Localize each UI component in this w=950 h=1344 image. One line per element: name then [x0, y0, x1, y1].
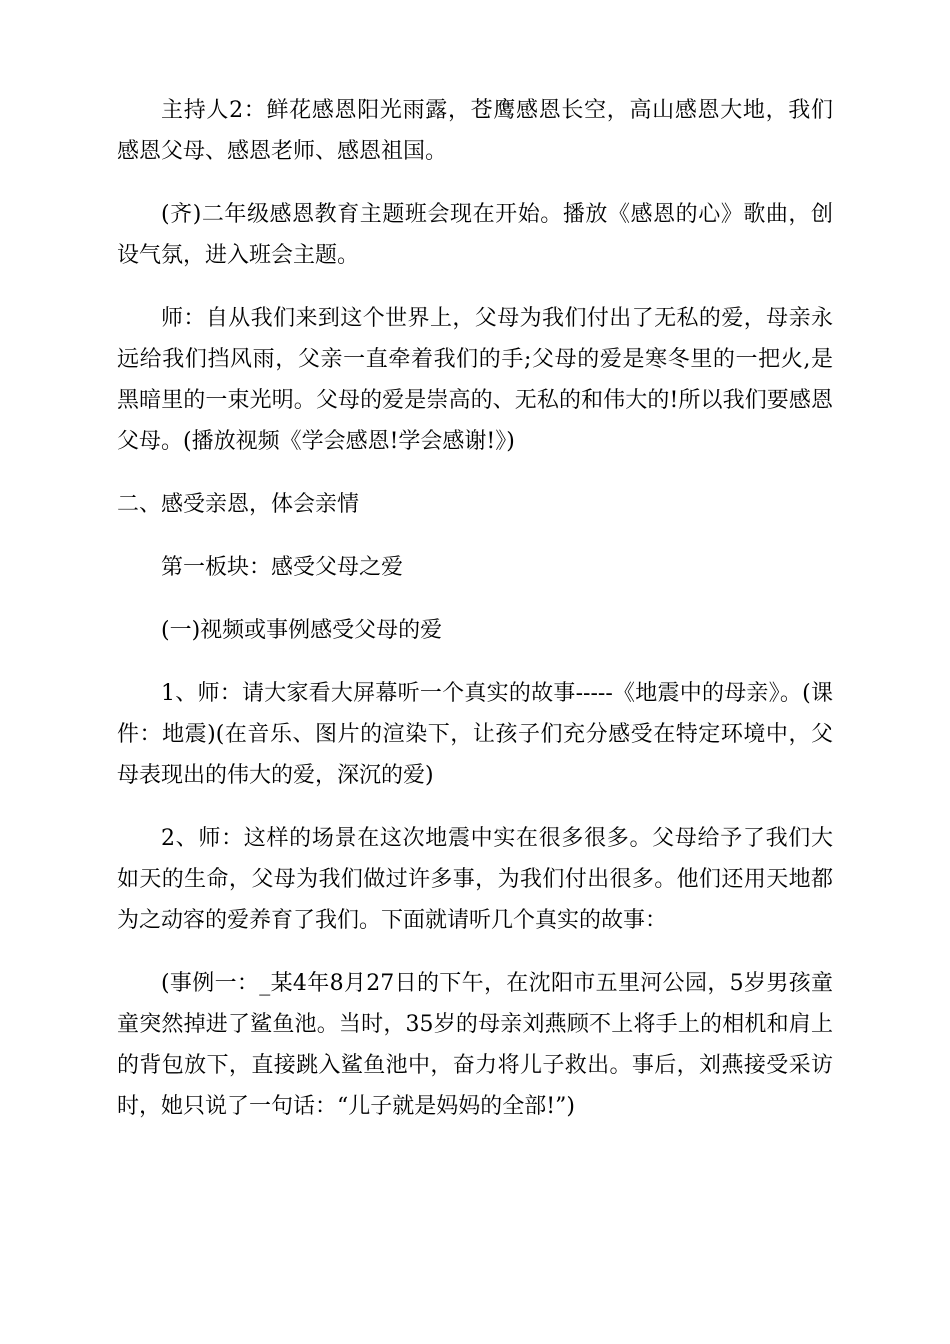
subsection-heading: (一)视频或事例感受父母的爱 — [161, 618, 443, 643]
paragraph-item-1: 1、师：请大家看大屏幕听一个真实的故事-----《地震中的母亲》。(课件：地震)(在音乐、图片的渲染下，让孩子们充分感受在特定环境中，父母表现出的伟大的爱，深沉的爱) — [117, 681, 833, 788]
paragraph-host-2: 主持人2：鲜花感恩阳光雨露，苍鹰感恩长空，高山感恩大地，我们感恩父母、感恩老师、感恩祖国。 — [117, 98, 833, 164]
paragraph-item-2: 2、师：这样的场景在这次地震中实在很多很多。父母给予了我们大如天的生命，父母为我们做过许多事，为我们付出很多。他们还用天地都为之动容的爱养育了我们。下面就请听几个真实的故事： — [117, 826, 833, 933]
section-heading: 二、感受亲恩，体会亲情 — [117, 492, 360, 517]
document-body — [117, 90, 833, 1149]
paragraph-teacher-intro: 师：自从我们来到这个世界上，父母为我们付出了无私的爱，母亲永远给我们挡风雨，父亲一直牵着我们的手;父母的爱是寒冬里的一把火,是黑暗里的一束光明。父母的爱是崇高的、无私的和伟大的!所以我们要感恩父母。(播放视频《学会感恩!学会感谢!》) — [117, 306, 833, 454]
block-heading: 第一板块：感受父母之爱 — [161, 555, 404, 580]
paragraph-opening: (齐)二年级感恩教育主题班会现在开始。播放《感恩的心》歌曲，创设气氛，进入班会主题。 — [117, 202, 833, 268]
paragraph-example-1: (事例一：_某4年8月27日的下午，在沈阳市五里河公园，5岁男孩童童突然掉进了鲨鱼池。当时，35岁的母亲刘燕顾不上将手上的相机和肩上的背包放下，直接跳入鲨鱼池中，奋力将儿子救出。事后，刘燕接受采访时，她只说了一句话：“儿子就是妈妈的全部!”) — [117, 971, 833, 1119]
